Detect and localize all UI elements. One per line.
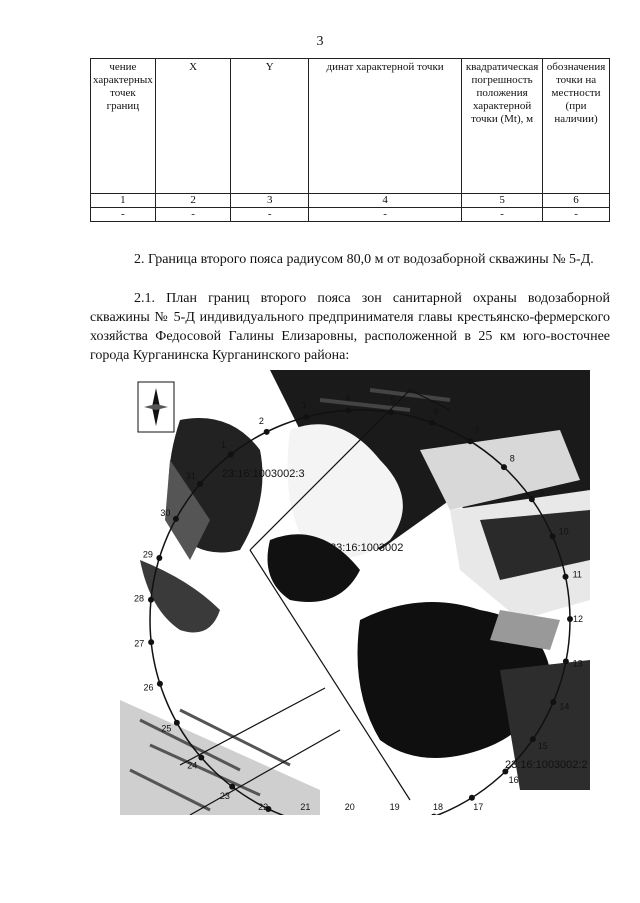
boundary-point-marker: [429, 420, 435, 426]
boundary-point-marker: [303, 414, 309, 420]
table-cell: 1: [91, 194, 156, 208]
coordinates-table: [90, 58, 610, 222]
boundary-point-label: 30: [160, 508, 171, 519]
table-header-row: [91, 59, 610, 194]
boundary-point-marker: [550, 533, 556, 539]
boundary-point-label: 9: [539, 487, 545, 498]
boundary-point-marker: [345, 407, 351, 413]
parcel-label: 23:16:1003002:3: [222, 468, 305, 480]
boundary-point-label: 21: [300, 802, 311, 812]
boundary-point-marker: [550, 699, 556, 705]
paragraph-zone-boundary: [90, 250, 610, 269]
table-cell: -: [462, 208, 543, 222]
table-cell: -: [309, 208, 462, 222]
boundary-point-marker: [530, 736, 536, 742]
header-cell: динат характерной точки: [309, 59, 462, 194]
paragraph-plan-description: [90, 289, 610, 365]
boundary-point-label: 3: [300, 400, 306, 411]
boundary-point-marker: [388, 409, 394, 415]
boundary-point-marker: [228, 452, 234, 458]
boundary-point-label: 13: [572, 658, 583, 669]
header-cell: квадратическая погрешность положения характерной точки (Mt), м: [462, 59, 543, 194]
table-cell: 4: [309, 194, 462, 208]
boundary-point-label: 11: [572, 569, 582, 580]
boundary-point-label: 23: [219, 791, 230, 802]
boundary-point-label: 16: [508, 775, 519, 786]
boundary-point-label: 28: [134, 593, 145, 604]
boundary-point-marker: [197, 481, 203, 487]
boundary-point-label: 6: [433, 406, 439, 417]
boundary-point-marker: [563, 574, 569, 580]
boundary-point-label: 15: [537, 740, 548, 751]
header-cell: Y: [231, 59, 309, 194]
paragraph-text: 2.1. План границ второго пояса зон санитарной охраны водозаборной скважины № 5-Д индивидуального предпринимателя главы крестьянско-фермерского хозяйства Федосовой Галины Елизаровны, расположенной в 25 км юго-восточнее города Курганинска Курганинского района:: [90, 291, 610, 363]
table-cell: 2: [155, 194, 231, 208]
boundary-point-label: 22: [258, 802, 269, 812]
table-row: [91, 208, 610, 222]
boundary-point-marker: [148, 597, 154, 603]
table-cell: 6: [543, 194, 610, 208]
boundary-point-marker: [157, 681, 163, 687]
boundary-point-label: 27: [134, 638, 145, 649]
table-cell: 3: [231, 194, 309, 208]
boundary-point-marker: [501, 464, 507, 470]
boundary-point-label: 14: [559, 701, 570, 712]
boundary-point-label: 29: [142, 549, 153, 560]
boundary-point-label: 20: [344, 802, 355, 812]
terrain-texture: [120, 370, 590, 815]
boundary-point-label: 2: [258, 416, 264, 427]
boundary-point-marker: [156, 555, 162, 561]
page-number: 3: [316, 34, 324, 49]
boundary-point-marker: [469, 795, 475, 801]
boundary-point-label: 7: [474, 426, 480, 437]
boundary-point-marker: [529, 496, 535, 502]
map-canvas: [120, 370, 590, 815]
boundary-point-label: 24: [187, 760, 198, 771]
parcel-label: 23:16:1003002:2: [505, 759, 588, 771]
header-cell: обозначения точки на местности (при наличии): [543, 59, 610, 194]
boundary-point-label: 8: [509, 453, 515, 464]
table-cell: -: [231, 208, 309, 222]
table-row: [91, 194, 610, 208]
boundary-point-label: 5: [390, 395, 396, 406]
boundary-point-label: 25: [161, 723, 172, 734]
parcel-label: 23:16:1003002: [330, 542, 404, 554]
table-cell: -: [155, 208, 231, 222]
boundary-point-label: 10: [558, 526, 569, 537]
header-cell: X: [155, 59, 231, 194]
boundary-point-label: 1: [220, 440, 226, 451]
header-cell: чение характерных точек границ: [91, 59, 156, 194]
boundary-point-label: 31: [185, 471, 196, 482]
boundary-point-label: 26: [143, 682, 154, 693]
boundary-point-label: 12: [572, 614, 584, 625]
table-cell: 5: [462, 194, 543, 208]
boundary-point-marker: [198, 755, 204, 761]
compass-rose-icon: [138, 382, 174, 432]
boundary-point-marker: [264, 429, 270, 435]
boundary-point-marker: [174, 720, 180, 726]
boundary-point-label: 17: [473, 802, 484, 812]
boundary-point-marker: [467, 438, 473, 444]
boundary-point-label: 19: [389, 802, 400, 812]
boundary-map: [120, 370, 590, 815]
boundary-point-marker: [563, 658, 569, 664]
boundary-point-marker: [148, 639, 154, 645]
boundary-point-marker: [229, 784, 235, 790]
table-cell: -: [91, 208, 156, 222]
table-cell: -: [543, 208, 610, 222]
paragraph-text: 2. Граница второго пояса радиусом 80,0 м от водозаборной скважины № 5-Д.: [134, 252, 594, 267]
boundary-point-label: 4: [345, 393, 351, 404]
boundary-point-label: 18: [433, 802, 444, 812]
boundary-point-marker: [173, 516, 179, 522]
